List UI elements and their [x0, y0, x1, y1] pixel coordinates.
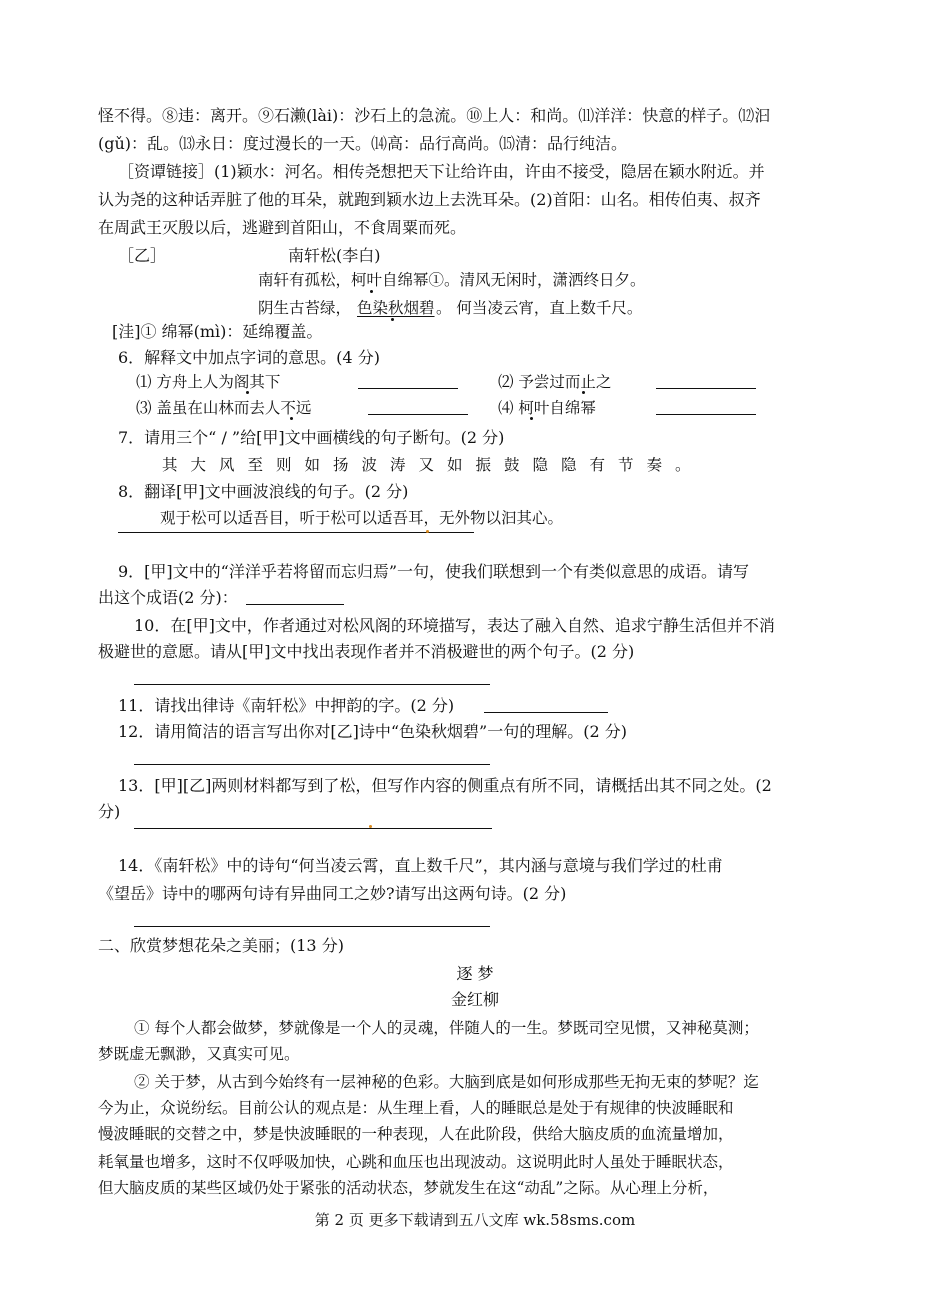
annotation-line: 怪不得。⑧违：离开。⑨石濑(lài)：沙石上的急流。⑩上人：和尚。⑾洋洋：快意的样子。⑿汩: [98, 106, 771, 125]
q7-sentence: 其大风至则如扬波涛又如振鼓隐隐有节奏。: [162, 456, 704, 474]
answer-blank[interactable]: [246, 604, 344, 605]
question-8: 8．翻译[甲]文中画波浪线的句子。(2 分): [118, 482, 409, 501]
emphasis-dot: [370, 290, 373, 293]
answer-blank[interactable]: [484, 712, 608, 713]
paragraph-2: ② 关于梦，从古到今始终有一层神秘的色彩。大脑到底是如何形成那些无拘无束的梦呢？迄: [134, 1073, 759, 1091]
answer-blank[interactable]: [656, 414, 756, 415]
q6-item-4: ⑷ 柯叶自绵幂: [498, 399, 596, 417]
answer-line[interactable]: [134, 926, 490, 927]
paragraph-2-cont: 但大脑皮质的某些区域仍处于紧张的活动状态，梦就发生在这“动乱”之际。从心理上分析，: [98, 1179, 719, 1197]
paragraph-2-cont: 慢波睡眠的交替之中，梦是快波睡眠的一种表现，人在此阶段，供给大脑皮质的血流量增加，: [98, 1125, 734, 1143]
question-13-cont: 分): [98, 802, 121, 821]
q6-item-2: ⑵ 予尝过而止之: [498, 373, 612, 391]
poem-line-2b-underlined: 色染秋烟碧: [357, 299, 435, 317]
question-10-cont: 极避世的意愿。请从[甲]文中找出表现作者并不消极避世的两个句子。(2 分): [98, 642, 635, 661]
answer-line[interactable]: [134, 684, 490, 685]
answer-blank[interactable]: [656, 388, 756, 389]
page-footer: 第 2 页 更多下载请到五八文库 wk.58sms.com: [314, 1211, 636, 1229]
note-line: [洼]① 绵幂(mì)：延绵覆盖。: [112, 322, 323, 341]
answer-line[interactable]: [134, 764, 490, 765]
answer-blank[interactable]: [358, 388, 458, 389]
mark-dot: [369, 825, 372, 828]
answer-line[interactable]: [134, 828, 492, 829]
emphasis-dot: [246, 391, 249, 394]
question-12: 12．请用简洁的语言写出你对[乙]诗中“色染秋烟碧”一句的理解。(2 分): [118, 722, 627, 741]
article-author: 金红柳: [450, 990, 499, 1009]
poem-line-1: 南轩有孤松，柯叶自绵幂①。清风无闲时，潇洒终日夕。: [258, 271, 646, 289]
article-title: 逐 梦: [456, 964, 494, 983]
q6-item-1: ⑴ 方舟上人为阁其下: [136, 373, 281, 391]
resource-link-line: 认为尧的这种话弄脏了他的耳朵，就跑到颖水边上去洗耳朵。(2)首阳：山名。相传伯夷、叔齐: [98, 190, 761, 209]
answer-line[interactable]: [118, 532, 474, 533]
paragraph-2-cont: 今为止，众说纷纭。目前公认的观点是：从生理上看，人的睡眠总是处于有规律的快波睡眠和: [98, 1099, 734, 1117]
emphasis-dot: [290, 417, 293, 420]
question-14-cont: 《望岳》诗中的哪两句诗有异曲同工之妙?请写出这两句诗。(2 分): [98, 884, 567, 903]
question-11: 11．请找出律诗《南轩松》中押韵的字。(2 分): [118, 696, 455, 715]
q8-sentence: 观于松可以适吾目，听于松可以适吾耳，无外物以汩其心。: [160, 509, 564, 527]
annotation-line: (gǔ)：乱。⒀永日：度过漫长的一天。⒁高：品行高尚。⒂清：品行纯洁。: [98, 134, 628, 153]
emphasis-dot: [391, 318, 394, 321]
paragraph-1: ① 每个人都会做梦，梦就像是一个人的灵魂，伴随人的一生。梦既司空见惯，又神秘莫测；: [134, 1019, 759, 1037]
question-7: 7．请用三个“ / ”给[甲]文中画横线的句子断句。(2 分): [118, 428, 505, 447]
poem-line-2a: 阴生古苔绿，: [258, 299, 352, 317]
mark-dot: [426, 530, 429, 533]
paragraph-2-cont: 耗氧量也增多，这时不仅呼吸加快，心跳和血压也出现波动。这说明此时人虽处于睡眠状态，: [98, 1153, 734, 1171]
emphasis-dot: [530, 417, 533, 420]
poem-title: 南轩松(李白): [288, 246, 381, 265]
question-10: 10．在[甲]文中，作者通过对松风阁的环境描写，表达了融入自然、追求宁静生活但并不消: [134, 616, 775, 635]
paragraph-1-cont: 梦既虚无飘渺，又真实可见。: [98, 1045, 300, 1063]
answer-blank[interactable]: [368, 414, 468, 415]
emphasis-dot: [582, 391, 585, 394]
question-9-cont: 出这个成语(2 分)：: [98, 588, 238, 607]
poem-line-2c: 。 何当凌云宵，直上数千尺。: [436, 299, 643, 317]
resource-link-line: ［资谭链接］(1)颖水：河名。相传尧想把天下让给许由，许由不接受，隐居在颖水附近。并: [118, 162, 765, 181]
question-9: 9．[甲]文中的“洋洋乎若将留而忘归焉”一句，使我们联想到一个有类似意思的成语。请写: [118, 562, 750, 581]
section-2-heading: 二、欣赏梦想花朵之美丽；(13 分): [98, 936, 344, 955]
question-13: 13．[甲][乙]两则材料都写到了松，但写作内容的侧重点有所不同，请概括出其不同之处。(2: [118, 776, 772, 795]
question-14: 14．《南轩松》中的诗句“何当凌云霄，直上数千尺”，其内涵与意境与我们学过的杜甫: [118, 856, 723, 875]
section-tag-yi: ［乙］: [118, 246, 167, 265]
resource-link-line: 在周武王灭殷以后，逃避到首阳山，不食周粟而死。: [98, 218, 467, 237]
q6-item-3: ⑶ 盖虽在山林而去人不远: [136, 399, 312, 417]
question-6: 6．解释文中加点字词的意思。(4 分): [118, 348, 380, 367]
